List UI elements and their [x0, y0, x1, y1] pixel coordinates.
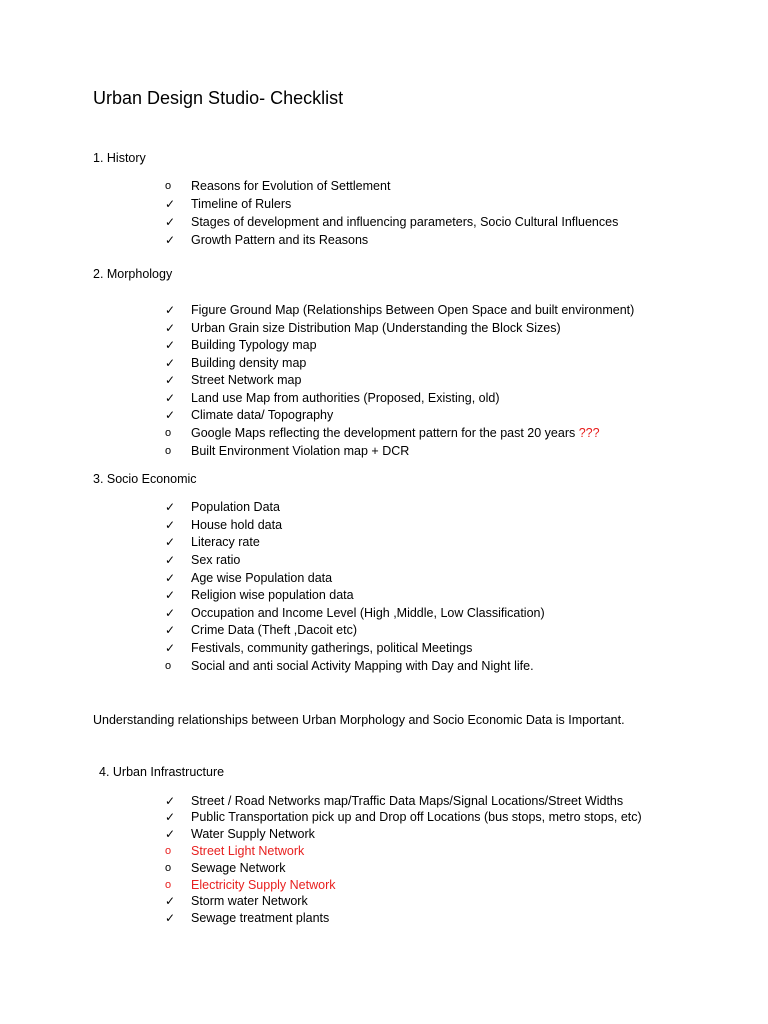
item-text: Figure Ground Map (Relationships Between Open Space and built environment) — [191, 302, 635, 317]
item-text — [191, 426, 600, 440]
checkmark-icon: ✓ — [165, 640, 176, 655]
list-item — [165, 424, 600, 441]
item-text: Water Supply Network — [191, 826, 315, 841]
item-text: Building density map — [191, 355, 307, 370]
list-item — [165, 177, 390, 194]
list-item — [165, 621, 357, 638]
circle-bullet-icon: o — [165, 659, 172, 672]
list-item — [165, 498, 280, 515]
checkmark-icon: ✓ — [165, 587, 176, 602]
checkmark-icon: ✓ — [165, 793, 176, 808]
list-item — [165, 825, 315, 842]
item-text: Sewage treatment plants — [191, 910, 330, 925]
item-text: Urban Grain size Distribution Map (Understanding the Block Sizes) — [191, 320, 561, 335]
checkmark-icon: ✓ — [165, 893, 176, 908]
list-item — [165, 586, 354, 603]
item-text: Population Data — [191, 499, 280, 514]
item-text: Crime Data (Theft ,Dacoit etc) — [191, 622, 358, 637]
page-title: Urban Design Studio- Checklist — [93, 88, 344, 108]
item-text: Public Transportation pick up and Drop off Locations (bus stops, metro stops, etc) — [191, 809, 642, 824]
item-text-main: Google Maps reflecting the development pattern for the past 20 years — [191, 425, 579, 440]
item-text: Sewage Network — [191, 860, 286, 875]
item-text: Electricity Supply Network — [191, 877, 336, 892]
list-item — [165, 808, 642, 825]
list-item — [165, 213, 618, 230]
checkmark-icon: ✓ — [165, 499, 176, 514]
checkmark-icon: ✓ — [165, 407, 176, 422]
question-marks: ??? — [578, 425, 600, 440]
checkmark-icon: ✓ — [165, 534, 176, 549]
item-text: Reasons for Evolution of Settlement — [191, 178, 391, 193]
list-item — [165, 442, 409, 459]
item-text: Social and anti social Activity Mapping with Day and Night life. — [191, 658, 534, 673]
item-text: Street / Road Networks map/Traffic Data Maps/Signal Locations/Street Widths — [191, 793, 624, 808]
item-text: Street Network map — [191, 372, 302, 387]
checkmark-icon: ✓ — [165, 517, 176, 532]
note-paragraph: Understanding relationships between Urban Morphology and Socio Economic Data is Important. — [93, 713, 625, 727]
checkmark-icon: ✓ — [165, 570, 176, 585]
circle-bullet-icon: o — [165, 426, 172, 439]
checkmark-icon: ✓ — [165, 605, 176, 620]
list-item — [165, 336, 317, 353]
checkmark-icon: ✓ — [165, 552, 176, 567]
item-text: Climate data/ Topography — [191, 407, 334, 422]
checkmark-icon: ✓ — [165, 622, 176, 637]
circle-bullet-icon: o — [165, 844, 172, 857]
list-item — [165, 842, 304, 859]
checkmark-icon: ✓ — [165, 214, 176, 229]
list-item — [165, 639, 472, 656]
list-item — [165, 909, 329, 926]
item-text: Growth Pattern and its Reasons — [191, 232, 369, 247]
item-text: Stages of development and influencing parameters, Socio Cultural Influences — [191, 214, 619, 229]
circle-bullet-icon: o — [165, 179, 172, 192]
list-item — [165, 892, 308, 909]
section-heading-socio-economic: 3. Socio Economic — [93, 472, 197, 486]
item-text: Festivals, community gatherings, political Meetings — [191, 640, 473, 655]
list-item — [165, 604, 545, 621]
checkmark-icon: ✓ — [165, 809, 176, 824]
checkmark-icon: ✓ — [165, 355, 176, 370]
checkmark-icon: ✓ — [165, 910, 176, 925]
list-item — [165, 859, 286, 876]
list-item — [165, 319, 561, 336]
list-item — [165, 876, 336, 893]
item-text: Storm water Network — [191, 893, 308, 908]
item-text: Sex ratio — [191, 552, 241, 567]
item-text: Occupation and Income Level (High ,Middle, Low Classification) — [191, 605, 545, 620]
list-item — [165, 516, 282, 533]
item-text: Timeline of Rulers — [191, 196, 292, 211]
list-item — [165, 231, 368, 248]
checkmark-icon: ✓ — [165, 320, 176, 335]
section-heading-history: 1. History — [93, 151, 146, 165]
circle-bullet-icon: o — [165, 861, 172, 874]
checkmark-icon: ✓ — [165, 826, 176, 841]
list-item — [165, 657, 534, 674]
item-text: Building Typology map — [191, 337, 317, 352]
list-item — [165, 569, 332, 586]
checkmark-icon: ✓ — [165, 302, 176, 317]
item-text: Age wise Population data — [191, 570, 333, 585]
list-item — [165, 389, 500, 406]
item-text: Street Light Network — [191, 843, 305, 858]
checkmark-icon: ✓ — [165, 232, 176, 247]
checkmark-icon: ✓ — [165, 390, 176, 405]
list-item — [165, 533, 260, 550]
item-text: House hold data — [191, 517, 283, 532]
list-item — [165, 195, 291, 212]
list-item — [165, 301, 634, 318]
list-item — [165, 406, 333, 423]
list-item — [165, 551, 240, 568]
list-item — [165, 371, 301, 388]
section-heading-urban-infrastructure: 4. Urban Infrastructure — [99, 765, 225, 779]
item-text: Literacy rate — [191, 534, 260, 549]
list-item — [165, 354, 306, 371]
circle-bullet-icon: o — [165, 444, 172, 457]
item-text: Built Environment Violation map + DCR — [191, 443, 410, 458]
checkmark-icon: ✓ — [165, 337, 176, 352]
item-text: Land use Map from authorities (Proposed, Existing, old) — [191, 390, 500, 405]
list-item — [165, 792, 623, 809]
item-text: Religion wise population data — [191, 587, 354, 602]
checkmark-icon: ✓ — [165, 196, 176, 211]
circle-bullet-icon: o — [165, 878, 172, 891]
checkmark-icon: ✓ — [165, 372, 176, 387]
section-heading-morphology: 2. Morphology — [93, 267, 173, 281]
